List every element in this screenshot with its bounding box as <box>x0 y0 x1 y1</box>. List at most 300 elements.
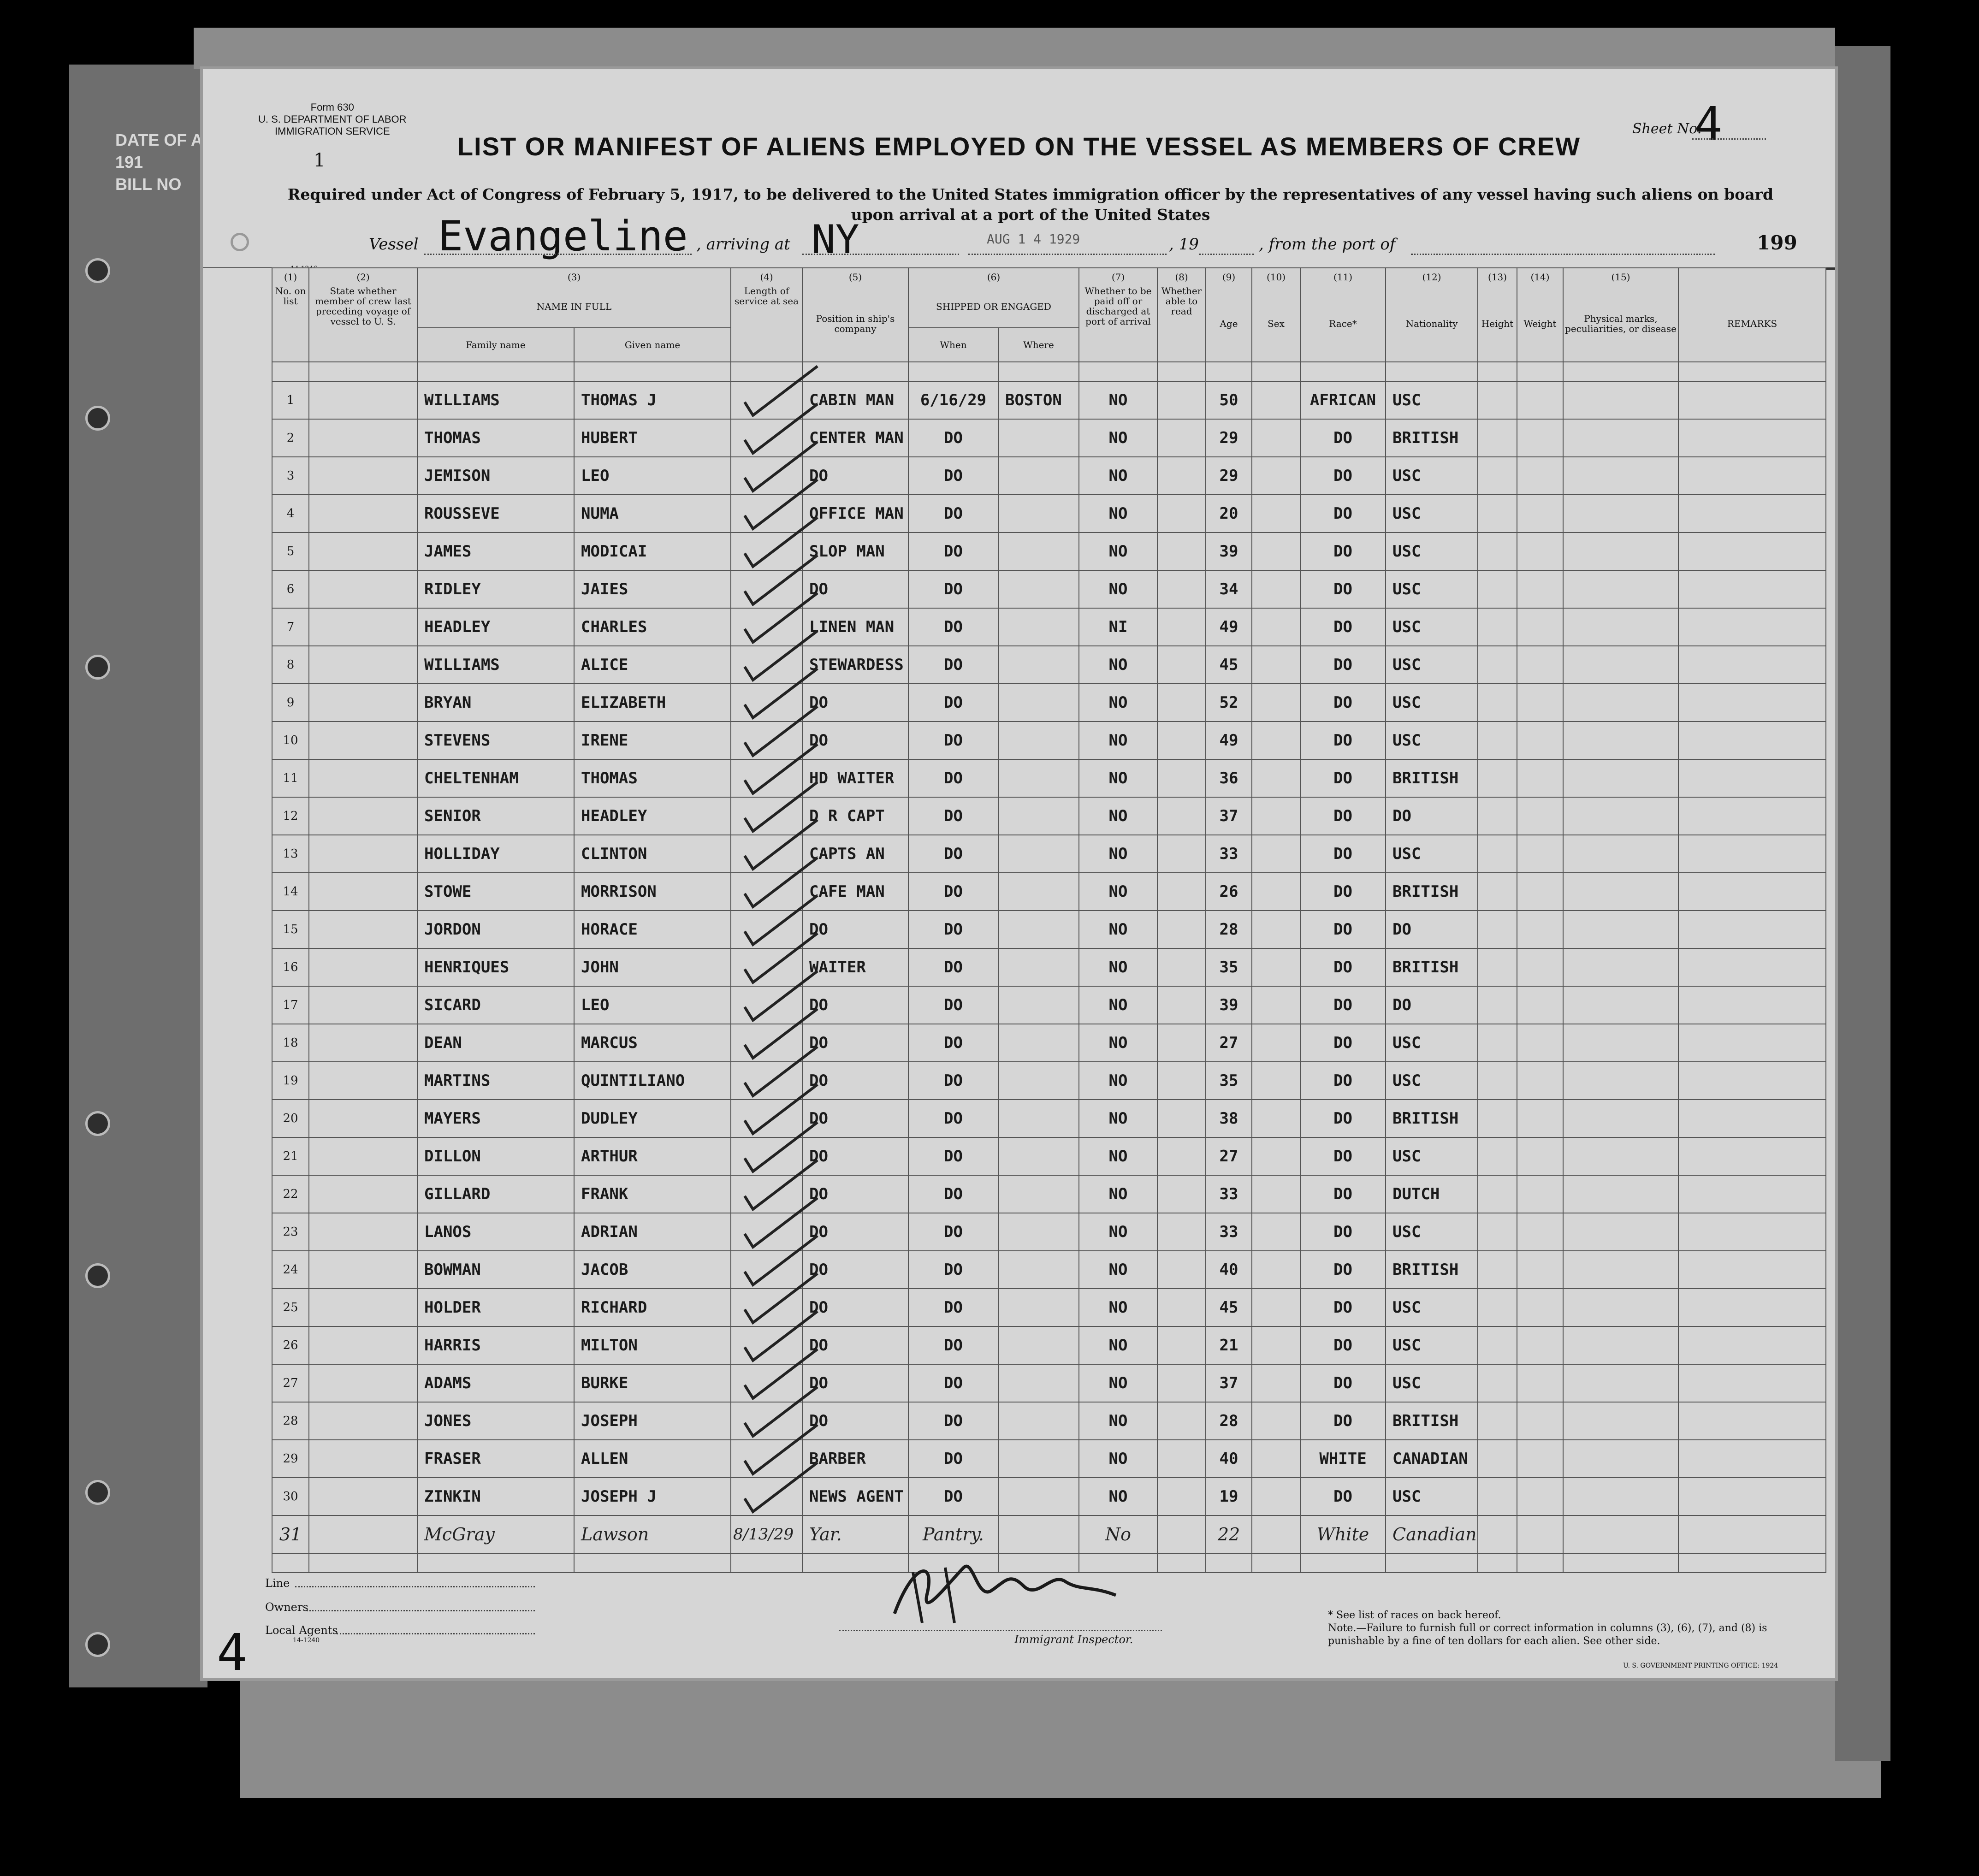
cell-position: STEWARDESS <box>802 646 908 684</box>
cell-nationality: USC <box>1386 646 1478 684</box>
cell-family-name: JAMES <box>417 533 574 570</box>
cell-family-name: ROUSSEVE <box>417 495 574 533</box>
cell-age: 29 <box>1206 419 1252 457</box>
cell-position: DO <box>802 1024 908 1062</box>
cell-position: DO <box>802 1364 908 1402</box>
check-mark <box>745 971 818 1020</box>
cell-paid-off: NO <box>1079 873 1157 911</box>
check-mark <box>745 1160 818 1209</box>
cell-no: 18 <box>272 1024 309 1062</box>
cell-nationality: DO <box>1386 797 1478 835</box>
cell-nationality: USC <box>1386 1326 1478 1364</box>
cell-age: 39 <box>1206 986 1252 1024</box>
cell-paid-off: NO <box>1079 684 1157 722</box>
cell-nationality: USC <box>1386 1478 1478 1515</box>
cell-race: DO <box>1300 1024 1386 1062</box>
cell-race: DO <box>1300 1364 1386 1402</box>
header-when: When <box>908 328 998 362</box>
cell-family-name: HOLLIDAY <box>417 835 574 873</box>
cell-position: DO <box>802 1100 908 1137</box>
cell-family-name: STEVENS <box>417 722 574 759</box>
cell-paid-off: NO <box>1079 646 1157 684</box>
arriving-label: , arriving at <box>696 235 790 254</box>
from-port-label: , from the port of <box>1259 235 1396 254</box>
cell-when: DO <box>908 1402 998 1440</box>
cell-given-name: JOHN <box>574 948 731 986</box>
check-mark <box>745 479 818 529</box>
cell-paid-off: NO <box>1079 1213 1157 1251</box>
cell-nationality: BRITISH <box>1386 759 1478 797</box>
cell-family-name: BRYAN <box>417 684 574 722</box>
cell-position: NEWS AGENT <box>802 1478 908 1515</box>
col-number: (14) <box>1517 268 1563 286</box>
cell-given-name: JOSEPH J <box>574 1478 731 1515</box>
cell-position: DO <box>802 722 908 759</box>
col-number: (15) <box>1563 268 1678 286</box>
footnote: * See list of races on back hereof. Note.—Failure to furnish full or correct information in columns (3), (6), (7), and (8) is punishable by a fine of ten dollars for each alien. See other side. <box>1328 1610 1767 1647</box>
cell-no: 14 <box>272 873 309 911</box>
cell-race: DO <box>1300 646 1386 684</box>
inspector-label: Immigrant Inspector. <box>1014 1633 1133 1646</box>
header-physical: Physical marks, peculiarities, or disease <box>1563 286 1678 362</box>
cell-no: 3 <box>272 457 309 495</box>
cell-age: 37 <box>1206 1364 1252 1402</box>
check-mark <box>745 404 818 453</box>
cell-race: DO <box>1300 495 1386 533</box>
check-mark <box>745 933 818 982</box>
cell-paid-off: NO <box>1079 1326 1157 1364</box>
cell-paid-off: NO <box>1079 986 1157 1024</box>
cell-position: CAFE MAN <box>802 873 908 911</box>
cell-paid-off: NO <box>1079 1100 1157 1137</box>
cell-age: 40 <box>1206 1440 1252 1478</box>
check-mark <box>745 744 818 793</box>
col-number: (13) <box>1478 268 1517 286</box>
cell-race: DO <box>1300 684 1386 722</box>
check-mark <box>745 517 818 567</box>
cell-paid-off: NO <box>1079 797 1157 835</box>
cell-family-name: HENRIQUES <box>417 948 574 986</box>
cell-age: 49 <box>1206 608 1252 646</box>
cell-no: 23 <box>272 1213 309 1251</box>
cell-race: DO <box>1300 533 1386 570</box>
corner-mark: 4 <box>217 1623 248 1682</box>
col-number: (12) <box>1386 268 1478 286</box>
cell-given-name: HUBERT <box>574 419 731 457</box>
col-number: (11) <box>1300 268 1386 286</box>
year-prefix: , 19 <box>1169 235 1199 254</box>
header-where: Where <box>998 328 1079 362</box>
cell-no: 5 <box>272 533 309 570</box>
check-mark <box>745 1198 818 1247</box>
cell-position: CENTER MAN <box>802 419 908 457</box>
cell-no: 29 <box>272 1440 309 1478</box>
cell-when: DO <box>908 1289 998 1326</box>
cell-given-name: JOSEPH <box>574 1402 731 1440</box>
header-remarks: REMARKS <box>1678 286 1826 362</box>
cell-nationality: USC <box>1386 495 1478 533</box>
cell-when: DO <box>908 419 998 457</box>
check-mark <box>745 1236 818 1285</box>
cell-given-name: FRANK <box>574 1175 731 1213</box>
cell-given-name: MILTON <box>574 1326 731 1364</box>
cell-no: 19 <box>272 1062 309 1100</box>
owners-label: Owners <box>265 1601 308 1614</box>
header-no-on-list: No. on list <box>272 286 309 362</box>
cell-nationality: USC <box>1386 1289 1478 1326</box>
cell-age: 39 <box>1206 533 1252 570</box>
cell-nationality: USC <box>1386 570 1478 608</box>
check-mark <box>745 1311 818 1361</box>
cell-family-name: THOMAS <box>417 419 574 457</box>
cell-position: OFFICE MAN <box>802 495 908 533</box>
cell-age: 27 <box>1206 1137 1252 1175</box>
cell-race: DO <box>1300 1062 1386 1100</box>
cell-position: DO <box>802 1062 908 1100</box>
cell-family-name: McGray <box>417 1515 574 1553</box>
cell-position: CABIN MAN <box>802 381 908 419</box>
cell-race: DO <box>1300 759 1386 797</box>
cell-no: 15 <box>272 911 309 948</box>
cell-family-name: SENIOR <box>417 797 574 835</box>
cell-position: SLOP MAN <box>802 533 908 570</box>
cell-given-name: HEADLEY <box>574 797 731 835</box>
check-mark <box>745 366 818 415</box>
cell-family-name: DEAN <box>417 1024 574 1062</box>
cell-age: 49 <box>1206 722 1252 759</box>
cell-nationality: Canadian <box>1386 1515 1478 1553</box>
cell-when: DO <box>908 797 998 835</box>
cell-nationality: BRITISH <box>1386 1251 1478 1289</box>
header-length-service: Length of service at sea <box>731 286 802 362</box>
cell-when: DO <box>908 835 998 873</box>
cell-family-name: ZINKIN <box>417 1478 574 1515</box>
printer-imprint: U. S. GOVERNMENT PRINTING OFFICE: 1924 <box>1623 1662 1778 1669</box>
header-weight: Weight <box>1517 286 1563 362</box>
cell-no: 25 <box>272 1289 309 1326</box>
cell-position: D R CAPT <box>802 797 908 835</box>
cell-when: DO <box>908 911 998 948</box>
cell-no: 27 <box>272 1364 309 1402</box>
form-header: Form 630 U. S. DEPARTMENT OF LABOR IMMIGRATION SERVICE <box>258 101 407 137</box>
col-number: (8) <box>1157 268 1206 286</box>
check-mark <box>745 895 818 945</box>
page-number: 199 <box>1757 231 1797 254</box>
cell-when: DO <box>908 948 998 986</box>
cell-family-name: JEMISON <box>417 457 574 495</box>
cell-given-name: BURKE <box>574 1364 731 1402</box>
cell-position: DO <box>802 570 908 608</box>
cell-given-name: ADRIAN <box>574 1213 731 1251</box>
cell-when: DO <box>908 1364 998 1402</box>
cell-position: LINEN MAN <box>802 608 908 646</box>
cell-given-name: LEO <box>574 457 731 495</box>
check-mark <box>745 782 818 831</box>
cell-no: 4 <box>272 495 309 533</box>
cell-given-name: DUDLEY <box>574 1100 731 1137</box>
cell-given-name: NUMA <box>574 495 731 533</box>
cell-race: DO <box>1300 570 1386 608</box>
cell-age: 20 <box>1206 495 1252 533</box>
header-able-read: Whether able to read <box>1157 286 1206 362</box>
cell-when: DO <box>908 646 998 684</box>
vessel-name: Evangeline <box>438 212 688 260</box>
cell-race: DO <box>1300 873 1386 911</box>
cell-age: 35 <box>1206 948 1252 986</box>
cell-paid-off: NO <box>1079 570 1157 608</box>
cell-paid-off: NO <box>1079 1478 1157 1515</box>
check-mark <box>745 858 818 907</box>
cell-when: 6/16/29 <box>908 381 998 419</box>
header-position: Position in ship's company <box>802 286 908 362</box>
cell-race: DO <box>1300 1100 1386 1137</box>
cell-when: DO <box>908 1326 998 1364</box>
cell-given-name: RICHARD <box>574 1289 731 1326</box>
cell-family-name: JORDON <box>417 911 574 948</box>
cell-paid-off: NO <box>1079 759 1157 797</box>
date-stamp: AUG 1 4 1929 <box>987 231 1080 247</box>
cell-paid-off: NI <box>1079 608 1157 646</box>
cell-no: 6 <box>272 570 309 608</box>
cell-race: DO <box>1300 419 1386 457</box>
cell-no: 13 <box>272 835 309 873</box>
cell-when: DO <box>908 1213 998 1251</box>
cell-nationality: USC <box>1386 722 1478 759</box>
header-name-in-full: NAME IN FULL <box>417 286 731 328</box>
cell-race: White <box>1300 1515 1386 1553</box>
cell-family-name: LANOS <box>417 1213 574 1251</box>
cell-nationality: BRITISH <box>1386 1100 1478 1137</box>
header-height: Height <box>1478 286 1517 362</box>
cell-race: DO <box>1300 1137 1386 1175</box>
check-mark <box>745 1462 818 1512</box>
cell-given-name: MORRISON <box>574 873 731 911</box>
col-number: (1) <box>272 268 309 286</box>
cell-nationality: USC <box>1386 608 1478 646</box>
cell-family-name: BOWMAN <box>417 1251 574 1289</box>
cell-given-name: MARCUS <box>574 1024 731 1062</box>
cell-race: WHITE <box>1300 1440 1386 1478</box>
check-mark <box>745 555 818 604</box>
agents-code: 14-1240 <box>293 1637 320 1644</box>
cell-when: DO <box>908 533 998 570</box>
cell-nationality: USC <box>1386 1364 1478 1402</box>
cell-no: 16 <box>272 948 309 986</box>
cell-race: DO <box>1300 1326 1386 1364</box>
law-text: Required under Act of Congress of February 5, 1917, to be delivered to the United States immigration officer by the representatives of any vessel having such aliens on board upon arrival at a port of the United States <box>287 185 1774 224</box>
cell-given-name: LEO <box>574 986 731 1024</box>
cell-position: Yar. <box>802 1515 908 1553</box>
cell-paid-off: NO <box>1079 495 1157 533</box>
cell-paid-off: NO <box>1079 1289 1157 1326</box>
cell-paid-off: NO <box>1079 419 1157 457</box>
cell-family-name: ADAMS <box>417 1364 574 1402</box>
cell-when: DO <box>908 1024 998 1062</box>
cell-age: 26 <box>1206 873 1252 911</box>
cell-given-name: CLINTON <box>574 835 731 873</box>
cell-given-name: QUINTILIANO <box>574 1062 731 1100</box>
cell-family-name: RIDLEY <box>417 570 574 608</box>
check-mark <box>745 1084 818 1134</box>
cell-nationality: BRITISH <box>1386 1402 1478 1440</box>
cell-when: DO <box>908 1062 998 1100</box>
cell-position: DO <box>802 457 908 495</box>
cell-nationality: USC <box>1386 1062 1478 1100</box>
cell-when: DO <box>908 570 998 608</box>
cell-given-name: ARTHUR <box>574 1137 731 1175</box>
cell-position: WAITER <box>802 948 908 986</box>
cell-age: 21 <box>1206 1326 1252 1364</box>
check-mark <box>745 1349 818 1398</box>
cell-paid-off: NO <box>1079 835 1157 873</box>
cell-age: 19 <box>1206 1478 1252 1515</box>
cell-when: DO <box>908 873 998 911</box>
cell-paid-off: NO <box>1079 1251 1157 1289</box>
cell-when: DO <box>908 722 998 759</box>
cell-paid-off: NO <box>1079 1137 1157 1175</box>
cell-family-name: STOWE <box>417 873 574 911</box>
check-mark <box>745 669 818 718</box>
cell-paid-off: NO <box>1079 381 1157 419</box>
cell-nationality: BRITISH <box>1386 948 1478 986</box>
header-state-whether: State whether member of crew last preceding voyage of vessel to U. S. <box>309 286 417 362</box>
check-mark <box>745 442 818 491</box>
cell-race: DO <box>1300 1213 1386 1251</box>
col-number: (2) <box>309 268 417 286</box>
cell-family-name: MAYERS <box>417 1100 574 1137</box>
cell-age: 33 <box>1206 1213 1252 1251</box>
cell-age: 40 <box>1206 1251 1252 1289</box>
page-mark: 1 <box>314 150 326 171</box>
cell-nationality: BRITISH <box>1386 873 1478 911</box>
vessel-label: Vessel <box>369 235 419 254</box>
cell-position: DO <box>802 1175 908 1213</box>
cell-when: DO <box>908 684 998 722</box>
cell-paid-off: NO <box>1079 457 1157 495</box>
cell-paid-off: NO <box>1079 722 1157 759</box>
cell-age: 28 <box>1206 1402 1252 1440</box>
check-mark <box>745 820 818 869</box>
cell-nationality: CANADIAN <box>1386 1440 1478 1478</box>
cell-family-name: HEADLEY <box>417 608 574 646</box>
cell-nationality: USC <box>1386 1024 1478 1062</box>
header-sex: Sex <box>1252 286 1300 362</box>
cell-no: 26 <box>272 1326 309 1364</box>
cell-nationality: USC <box>1386 381 1478 419</box>
cell-family-name: CHELTENHAM <box>417 759 574 797</box>
cell-paid-off: NO <box>1079 1364 1157 1402</box>
cell-age: 45 <box>1206 1289 1252 1326</box>
cell-family-name: MARTINS <box>417 1062 574 1100</box>
cell-position: BARBER <box>802 1440 908 1478</box>
cell-position: DO <box>802 1137 908 1175</box>
cell-race: AFRICAN <box>1300 381 1386 419</box>
cell-age: 28 <box>1206 911 1252 948</box>
cell-given-name: CHARLES <box>574 608 731 646</box>
cell-no: 30 <box>272 1478 309 1515</box>
cell-age: 50 <box>1206 381 1252 419</box>
cell-no: 28 <box>272 1402 309 1440</box>
cell-no: 10 <box>272 722 309 759</box>
cell-given-name: IRENE <box>574 722 731 759</box>
cell-when: DO <box>908 457 998 495</box>
cell-no: 8 <box>272 646 309 684</box>
cell-when: DO <box>908 986 998 1024</box>
cell-race: DO <box>1300 608 1386 646</box>
cell-paid-off: NO <box>1079 533 1157 570</box>
line-label: Line <box>265 1577 290 1590</box>
cell-position: DO <box>802 911 908 948</box>
cell-given-name: JACOB <box>574 1251 731 1289</box>
cell-age: 34 <box>1206 570 1252 608</box>
cell-age: 29 <box>1206 457 1252 495</box>
cell-no: 1 <box>272 381 309 419</box>
cell-position: DO <box>802 1289 908 1326</box>
header-given-name: Given name <box>574 328 731 362</box>
cell-race: DO <box>1300 1175 1386 1213</box>
cell-given-name: JAIES <box>574 570 731 608</box>
cell-given-name: ALLEN <box>574 1440 731 1478</box>
cell-family-name: GILLARD <box>417 1175 574 1213</box>
cell-race: DO <box>1300 835 1386 873</box>
cell-family-name: SICARD <box>417 986 574 1024</box>
cell-age: 38 <box>1206 1100 1252 1137</box>
cell-when: DO <box>908 495 998 533</box>
cell-given-name: THOMAS <box>574 759 731 797</box>
col-number: (4) <box>731 268 802 286</box>
cell-family-name: HARRIS <box>417 1326 574 1364</box>
cell-race: DO <box>1300 986 1386 1024</box>
cell-where: BOSTON <box>998 381 1079 419</box>
cell-race: DO <box>1300 457 1386 495</box>
cell-age: 52 <box>1206 684 1252 722</box>
page-title: LIST OR MANIFEST OF ALIENS EMPLOYED ON THE VESSEL AS MEMBERS OF CREW <box>457 132 1581 161</box>
cell-given-name: MODICAI <box>574 533 731 570</box>
header-shipped-engaged: SHIPPED OR ENGAGED <box>908 286 1079 328</box>
cell-nationality: BRITISH <box>1386 419 1478 457</box>
cell-given-name: Lawson <box>574 1515 731 1553</box>
cell-family-name: DILLON <box>417 1137 574 1175</box>
cell-race: DO <box>1300 797 1386 835</box>
cell-nationality: USC <box>1386 1213 1478 1251</box>
cell-paid-off: NO <box>1079 1402 1157 1440</box>
agents-label: Local Agents <box>265 1624 338 1637</box>
check-mark <box>745 631 818 680</box>
cell-when: DO <box>908 1175 998 1213</box>
arriving-port: NY <box>812 217 859 263</box>
cell-age: 33 <box>1206 835 1252 873</box>
cell-nationality: USC <box>1386 457 1478 495</box>
cell-when: DO <box>908 1440 998 1478</box>
cell-family-name: WILLIAMS <box>417 646 574 684</box>
header-family-name: Family name <box>417 328 574 362</box>
cell-position: DO <box>802 1213 908 1251</box>
cell-when: DO <box>908 1100 998 1137</box>
cell-paid-off: NO <box>1079 1440 1157 1478</box>
header-race: Race* <box>1300 286 1386 362</box>
cell-length-service: 8/13/29 <box>731 1515 802 1553</box>
check-mark <box>745 1425 818 1474</box>
cell-position: DO <box>802 1402 908 1440</box>
cell-race: DO <box>1300 1402 1386 1440</box>
cell-paid-off: NO <box>1079 911 1157 948</box>
cell-family-name: JONES <box>417 1402 574 1440</box>
cell-family-name: WILLIAMS <box>417 381 574 419</box>
cell-race: DO <box>1300 722 1386 759</box>
cell-paid-off: No <box>1079 1515 1157 1553</box>
sheet-number: 4 <box>1695 97 1723 151</box>
cell-no: 31 <box>272 1515 309 1553</box>
